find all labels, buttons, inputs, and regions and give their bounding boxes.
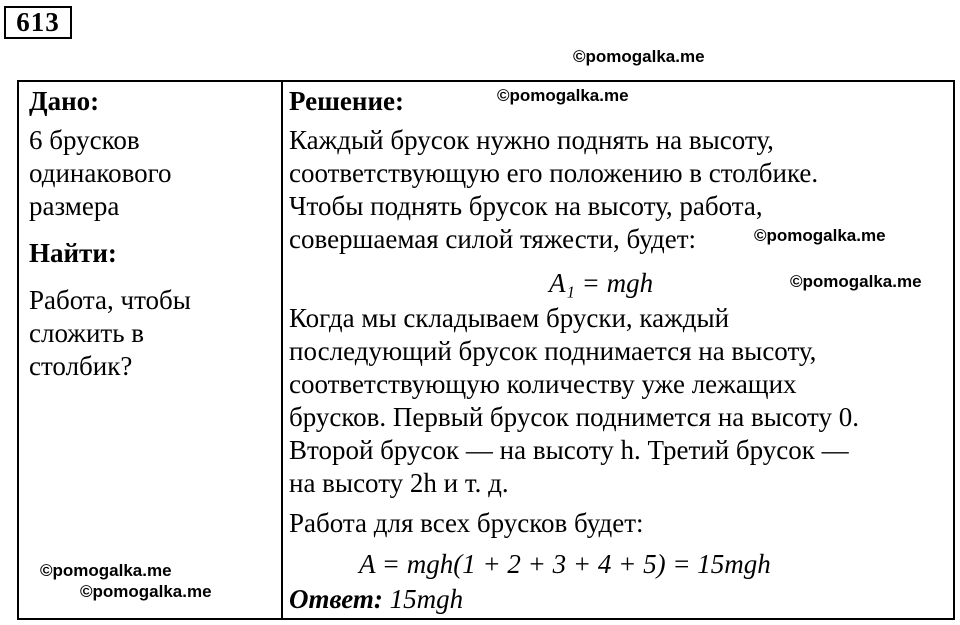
watermark: ©pomogalka.me — [754, 226, 886, 245]
solution-line: брусков. Первый брусок поднимется на высоту 0. — [289, 402, 859, 432]
problem-table — [17, 80, 955, 620]
problem-number: 613 — [4, 6, 72, 39]
answer — [289, 584, 463, 615]
formula-work-single: A₁ = mgh — [549, 268, 654, 298]
solution-line: Работа для всех брусков будет: — [289, 508, 644, 538]
solution-line: последующий брусок поднимается на высоту, — [289, 336, 817, 366]
watermark: ©pomogalka.me — [497, 86, 629, 105]
find-line: сложить в — [29, 318, 145, 348]
solution-line: соответствующую количеству уже лежащих — [289, 369, 797, 399]
solution-line: Когда мы складываем бруски, каждый — [289, 303, 730, 333]
solution-line: соответствующую его положению в столбике. — [289, 158, 819, 188]
solution-line: Чтобы поднять брусок на высоту, работа, — [289, 191, 763, 221]
given-heading: Дано: — [29, 86, 100, 116]
find-line: столбик? — [29, 351, 133, 381]
solution-line: Второй брусок — на высоту h. Третий брусок — — [289, 435, 849, 465]
answer-label: Ответ: — [289, 584, 383, 614]
watermark: ©pomogalka.me — [80, 582, 212, 601]
given-line: 6 брусков — [29, 125, 140, 155]
solution-line: совершаемая силой тяжести, будет: — [289, 224, 697, 254]
find-line: Работа, чтобы — [29, 285, 191, 315]
column-divider — [281, 82, 283, 618]
watermark: ©pomogalka.me — [40, 561, 172, 580]
given-line: размера — [29, 191, 120, 221]
find-heading: Найти: — [29, 238, 117, 268]
solution-heading: Решение: — [289, 86, 404, 116]
given-text — [29, 124, 172, 223]
formula-total-work: A = mgh(1 + 2 + 3 + 4 + 5) = 15mgh — [359, 549, 771, 579]
solution-line: на высоту 2h и т. д. — [289, 468, 509, 498]
find-text — [29, 284, 191, 383]
given-line: одинакового — [29, 158, 172, 188]
watermark: ©pomogalka.me — [790, 272, 922, 291]
watermark: ©pomogalka.me — [573, 47, 705, 66]
solution-line: Каждый брусок нужно поднять на высоту, — [289, 125, 774, 155]
solution-paragraph — [289, 302, 953, 500]
answer-value: 15mgh — [389, 584, 464, 614]
